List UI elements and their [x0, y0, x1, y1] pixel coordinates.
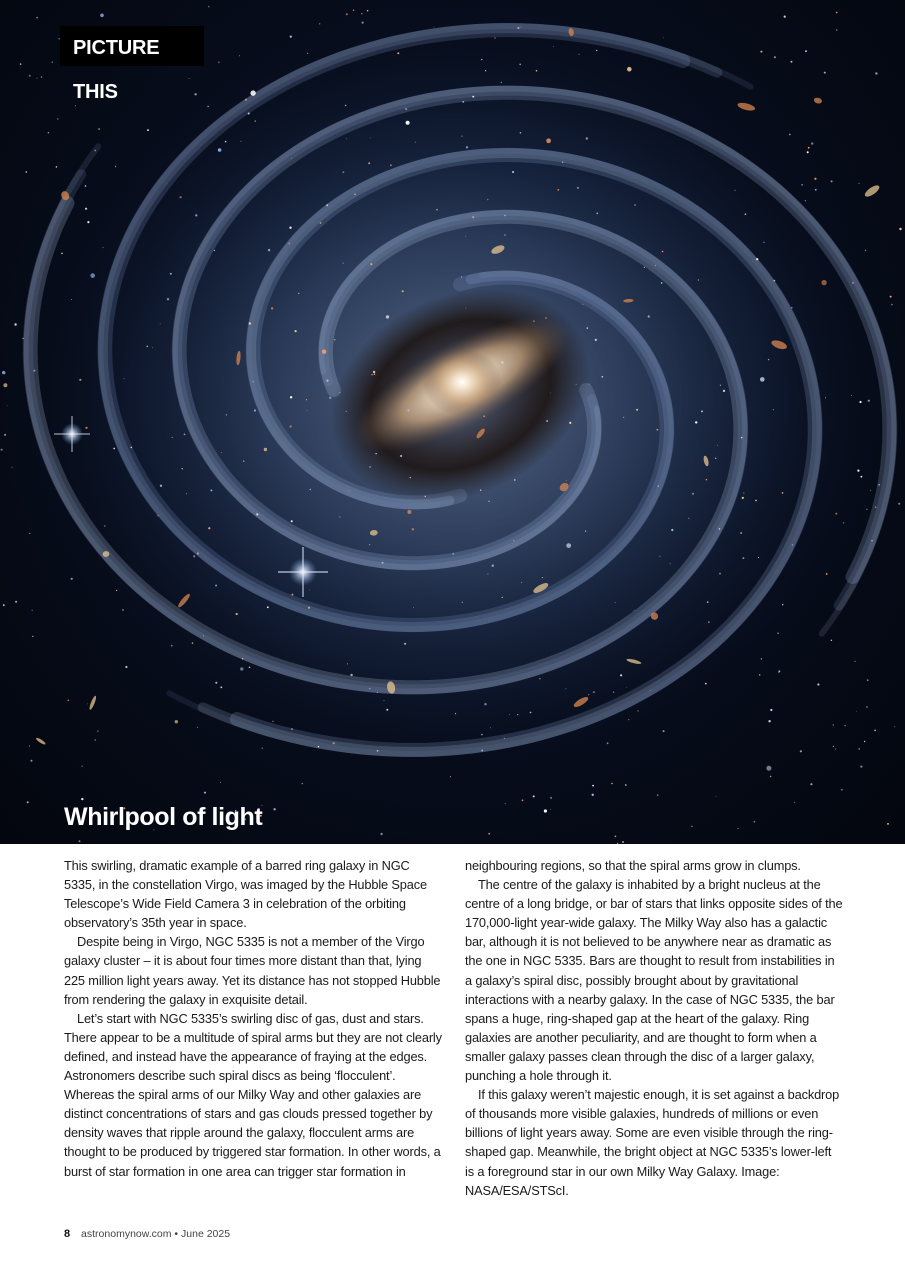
paragraph: Despite being in Virgo, NGC 5335 is not a member of the Virgo galaxy cluster – it is about four times more distant than that, lying 225 million light years away. Yet its distance has not stopped Hubble from rendering the galaxy in exquisite detail. — [64, 934, 441, 1007]
paragraph: neighbouring regions, so that the spiral arms grow in clumps. — [465, 858, 801, 873]
publication-info: astronomynow.com • June 2025 — [81, 1228, 231, 1240]
paragraph: Let’s start with NGC 5335’s swirling disc of gas, dust and stars. There appear to be a multitude of spiral arms but they are not clearly defined, and instead have the appearance of fraying at the edges. Astronomers describe such spiral discs as being ‘flocculent’. Whereas the spiral arms of our Milky Way and other galaxies are distinct concentrations of stars and gas clouds pressed together by density waves that ripple around the galaxy, flocculent arms are thought to be produced by triggered star formation. In other words, a burst of star formation in one area can trigger star formation in — [64, 1010, 442, 1179]
paragraph: If this galaxy weren’t majestic enough, it is set against a backdrop of thousands more visible galaxies, hundreds of millions or even billions of light years away. Some are even visible through the ring-shaped gap. Meanwhile, the bright object at NGC 5335’s lower-left is a foreground star in our own Milky Way Galaxy. Image: NASA/ESA/STScI. — [465, 1087, 840, 1198]
article-column-right — [465, 856, 843, 1200]
paragraph: The centre of the galaxy is inhabited by a bright nucleus at the centre of a long bridge, or bar of stars that links opposite sides of the 170,000-light year-wide galaxy. The Milky Way also has a galactic bar, although it is not believed to be anywhere near as dramatic as the one in NGC 5335. Bars are thought to result from instabilities in a galaxy’s spiral disc, possibly brought about by gravitational interactions with a nearby galaxy. In the case of NGC 5335, the bar spans a huge, ring-shaped gap at the heart of the galaxy. Ring galaxies are another peculiarity, and are thought to form when a smaller galaxy passes clean through the disc of a larger galaxy, punching a hole through it. — [465, 877, 843, 1084]
page-footer — [64, 1228, 230, 1240]
paragraph: This swirling, dramatic example of a barred ring galaxy in NGC 5335, in the constellation Virgo, was imaged by the Hubble Space Telescope’s Wide Field Camera 3 in celebration of the orbiting observatory’s 35th year in space. — [64, 858, 427, 931]
article-column-left — [64, 856, 442, 1181]
page-number: 8 — [64, 1228, 71, 1240]
article-headline: Whirlpool of light — [64, 803, 263, 831]
section-tag: PICTURE THIS — [60, 26, 204, 66]
